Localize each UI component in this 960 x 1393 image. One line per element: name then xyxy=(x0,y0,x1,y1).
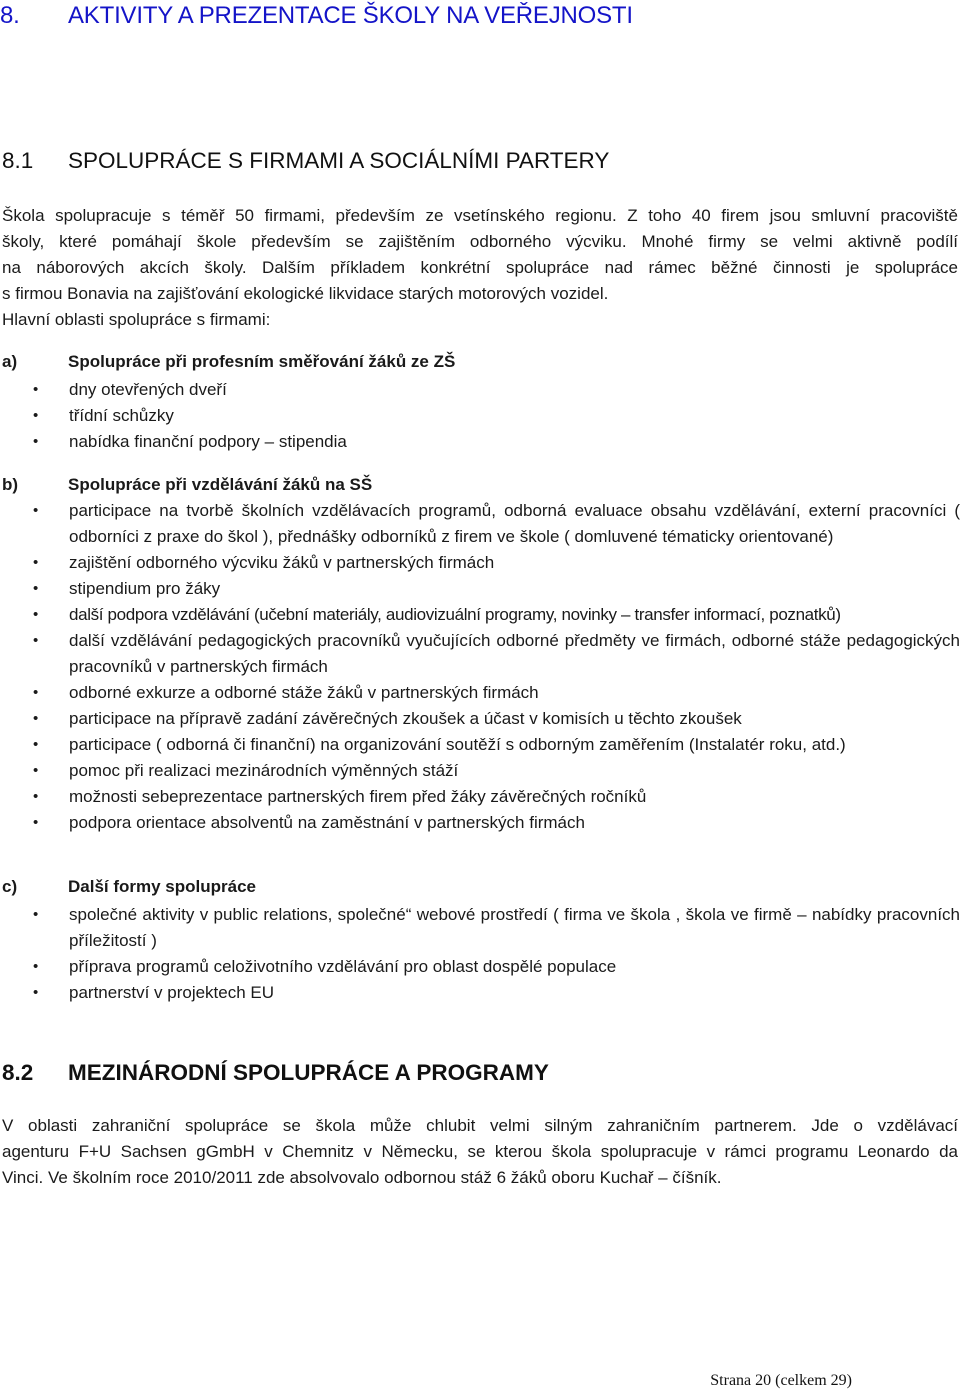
bullet-icon: • xyxy=(33,736,39,753)
list-item: • společné aktivity v public relations, společné“ webové prostředí ( firma ve škola , škola ve firmě – nabídky pracovních příležitostí ) xyxy=(0,902,960,954)
intro-line: na náborových akcích školy. Dalším příkladem konkrétní spolupráce nad rámec běžné činnosti je spolupráce xyxy=(2,258,958,277)
subsection-c-list xyxy=(0,902,960,1006)
list-item: • příprava programů celoživotního vzdělávání pro oblast dospělé populace xyxy=(0,954,960,980)
list-item: • dny otevřených dveří xyxy=(0,377,960,403)
bullet-icon: • xyxy=(33,762,39,779)
section-title: SPOLUPRÁCE S FIRMAMI A SOCIÁLNÍMI PARTERY xyxy=(68,148,610,173)
list-item: • participace na tvorbě školních vzdělávacích programů, odborná evaluace obsahu vzdělávání, externí pracovníci ( odborníci z praxe do škol ), přednášky odborníků z firem ve škole ( domluvené tématicky orientované) xyxy=(0,498,960,550)
bullet-icon: • xyxy=(33,407,39,424)
intro-line: s firmou Bonavia na zajišťování ekologické likvidace starých motorových vozidel. xyxy=(2,284,609,303)
bullet-icon: • xyxy=(33,381,39,398)
bullet-icon: • xyxy=(33,502,39,519)
section-title: MEZINÁRODNÍ SPOLUPRÁCE A PROGRAMY xyxy=(68,1060,549,1085)
list-item: • zajištění odborného výcviku žáků v partnerských firmách xyxy=(0,550,960,576)
section-heading-8-2 xyxy=(2,1060,549,1086)
bullet-icon: • xyxy=(33,906,39,923)
subsection-title: Spolupráce při profesním směřování žáků ze ZŠ xyxy=(68,352,456,371)
list-item: • participace ( odborná či finanční) na organizování soutěží s odborným zaměřením (Instalatér roku, atd.) xyxy=(0,732,960,758)
subsection-b-list xyxy=(0,498,960,836)
bullet-icon: • xyxy=(33,984,39,1001)
subsection-c-heading xyxy=(2,877,256,897)
list-item: • partnerství v projektech EU xyxy=(0,980,960,1006)
list-item: • pomoc při realizaci mezinárodních výměnných stáží xyxy=(0,758,960,784)
paragraph-line: V oblasti zahraniční spolupráce se škola může chlubit velmi silným zahraničním partnerem. Jde o vzdělávací xyxy=(2,1116,958,1135)
intro-line: školy, které pomáhají škole především se zajištěním odborného výcviku. Mnohé firmy se velmi aktivně podílí xyxy=(2,232,958,251)
subsection-letter: b) xyxy=(2,475,19,494)
chapter-number: 8. xyxy=(0,2,20,29)
bullet-icon: • xyxy=(33,814,39,831)
subsection-title: Spolupráce při vzdělávání žáků na SŠ xyxy=(68,475,373,494)
list-item: • nabídka finanční podpory – stipendia xyxy=(0,429,960,455)
subsection-letter: c) xyxy=(2,877,18,896)
list-item: • stipendium pro žáky xyxy=(0,576,960,602)
list-item: • podpora orientace absolventů na zaměstnání v partnerských firmách xyxy=(0,810,960,836)
list-item: • možnosti sebeprezentace partnerských firem před žáky závěrečných ročníků xyxy=(0,784,960,810)
subsection-a-heading xyxy=(2,352,455,372)
bullet-icon: • xyxy=(33,580,39,597)
subsection-a-list xyxy=(0,377,960,455)
section-heading-8-1 xyxy=(2,148,609,174)
intro-paragraph xyxy=(2,203,958,333)
chapter-heading xyxy=(0,2,633,30)
page-number-footer: Strana 20 (celkem 29) xyxy=(710,1372,852,1389)
international-paragraph xyxy=(2,1113,958,1191)
list-item: • další vzdělávání pedagogických pracovníků vyučujících odborné předměty ve firmách, odborné stáže pedagogických pracovníků v partnerských firmách xyxy=(0,628,960,680)
section-number: 8.2 xyxy=(2,1060,34,1085)
subsection-title: Další formy spolupráce xyxy=(68,877,257,896)
bullet-icon: • xyxy=(33,632,39,649)
list-item: • třídní schůzky xyxy=(0,403,960,429)
bullet-icon: • xyxy=(33,684,39,701)
subsection-letter: a) xyxy=(2,352,18,371)
list-item: • další podpora vzdělávání (učební materiály, audiovizuální programy, novinky – transfer informací, poznatků) xyxy=(0,602,960,628)
bullet-icon: • xyxy=(33,554,39,571)
bullet-icon: • xyxy=(33,606,39,623)
bullet-icon: • xyxy=(33,788,39,805)
list-item: • participace na přípravě zadání závěrečných zkoušek a účast v komisích u těchto zkoušek xyxy=(0,706,960,732)
list-item: • odborné exkurze a odborné stáže žáků v partnerských firmách xyxy=(0,680,960,706)
bullet-icon: • xyxy=(33,958,39,975)
paragraph-line: agenturu F+U Sachsen gGmbH v Chemnitz v Německu, se kterou škola spolupracuje v rámci programu Leonardo da xyxy=(2,1142,958,1161)
section-number: 8.1 xyxy=(2,148,34,173)
bullet-icon: • xyxy=(33,433,39,450)
intro-line: Hlavní oblasti spolupráce s firmami: xyxy=(2,310,271,329)
bullet-icon: • xyxy=(33,710,39,727)
subsection-b-heading xyxy=(2,475,372,495)
paragraph-line: Vinci. Ve školním roce 2010/2011 zde absolvovalo odbornou stáž 6 žáků oboru Kuchař – číšník. xyxy=(2,1168,722,1187)
intro-line: Škola spolupracuje s téměř 50 firmami, především ze vsetínského regionu. Z toho 40 firem jsou smluvní pracoviště xyxy=(2,206,958,225)
chapter-title: AKTIVITY A PREZENTACE ŠKOLY NA VEŘEJNOSTI xyxy=(68,2,633,29)
